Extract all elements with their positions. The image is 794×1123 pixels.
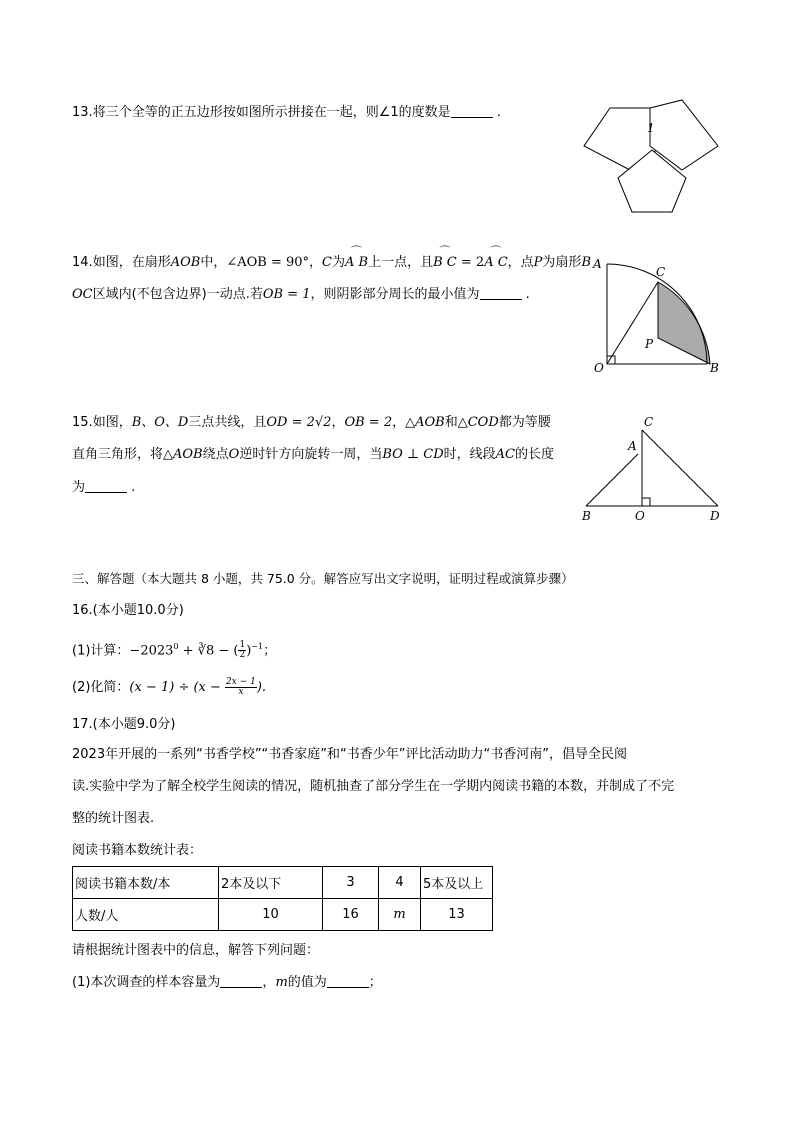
- q14-answer-blank[interactable]: [480, 299, 522, 300]
- table-cell: m: [379, 899, 421, 931]
- q15-line1: 15.如图，B、O、D三点共线，且OD = 2√2，OB = 2，△AOB和△COD都为等腰: [72, 415, 551, 430]
- q14-line1: 14.如图，在扇形AOB中，∠AOB = 90°，C为⌒ A B上一点，且⌒ B C = 2⌒ A C，点P为扇形B: [72, 254, 591, 272]
- table-cell: 3: [323, 867, 379, 899]
- q15-line2: 直角三角形，将△AOB绕点O逆时针方向旋转一周，当BO ⊥ CD时，线段AC的长度: [72, 447, 555, 462]
- table-cell: 4: [379, 867, 421, 899]
- label-C: C: [644, 415, 654, 429]
- m-value-blank[interactable]: [327, 987, 369, 988]
- right-angle-mark: [642, 498, 650, 506]
- q17-part1: (1)本次调查的样本容量为 ，m的值为 ；: [72, 975, 382, 990]
- label-O: O: [594, 361, 604, 375]
- q17-paragraph-line2: 读.实验中学为了解全校学生阅读的情况，随机抽查了部分学生在一学期内阅读书籍的本数，并制成了不完: [72, 779, 675, 794]
- reading-stats-table: [72, 866, 493, 931]
- q13-answer-blank[interactable]: [451, 117, 493, 118]
- label-B: B: [710, 361, 719, 375]
- q13-text: 13.将三个全等的正五边形按如图所示拼接在一起，则∠1的度数是 .: [72, 105, 501, 120]
- label-A: A: [593, 257, 602, 271]
- table-cell: 16: [323, 899, 379, 931]
- sample-size-blank[interactable]: [220, 987, 262, 988]
- q15-answer-blank[interactable]: [85, 492, 127, 493]
- segment-CD: [642, 430, 718, 506]
- q15-triangles-figure: [580, 414, 725, 524]
- label-P: P: [645, 337, 654, 351]
- section-title: 三、解答题（本大题共 8 小题，共 75.0 分。解答应写出文字说明，证明过程或演算步骤）: [72, 571, 574, 586]
- q17-paragraph-line3: 整的统计图表.: [72, 811, 155, 826]
- q14-sector-figure: [590, 252, 730, 382]
- shaded-region: [658, 282, 710, 364]
- q17-paragraph-line1: 2023年开展的一系列“书香学校”“书香家庭”和“书香少年”评比活动助力“书香河南”，倡导全民阅: [72, 747, 627, 762]
- table-cell: 10: [219, 899, 323, 931]
- q16-part2: (2)化简：(x − 1) ÷ (x − $\frac{2x - 1}{x}$ ).: [72, 677, 267, 697]
- table-row: [73, 899, 493, 931]
- segment-AB: [586, 454, 638, 506]
- segment-OC: [607, 282, 658, 364]
- label-O: O: [635, 509, 645, 523]
- q16-title: 16.(本小题10.0分): [72, 603, 184, 618]
- q16-part1: (1)计算：$-2023^0$ + ∛8 − ( $\frac{1}{2}$ )$^{-1}$；: [72, 640, 277, 661]
- table-cell: 2本及以下: [219, 867, 323, 899]
- table-cell: 5本及以上: [421, 867, 493, 899]
- q15-line3: 为 .: [72, 480, 136, 495]
- table-cell: 13: [421, 899, 493, 931]
- angle-1-label: 1: [647, 121, 655, 135]
- table-cell: 阅读书籍本数/本: [73, 867, 219, 899]
- label-C: C: [656, 265, 666, 279]
- q17-table-title: 阅读书籍本数统计表：: [72, 843, 203, 858]
- q17-title: 17.(本小题9.0分): [72, 717, 176, 732]
- q14-line2: OC区域内(不包含边界)一动点.若OB = 1，则阴影部分周长的最小值为 .: [72, 287, 530, 302]
- q13-pentagons-figure: [580, 100, 726, 218]
- table-cell: 人数/人: [73, 899, 219, 931]
- label-A: A: [628, 439, 637, 453]
- q17-instruction: 请根据统计图表中的信息，解答下列问题：: [72, 943, 320, 958]
- table-header-row: [73, 867, 493, 899]
- label-D: D: [710, 509, 720, 523]
- label-B: B: [582, 509, 591, 523]
